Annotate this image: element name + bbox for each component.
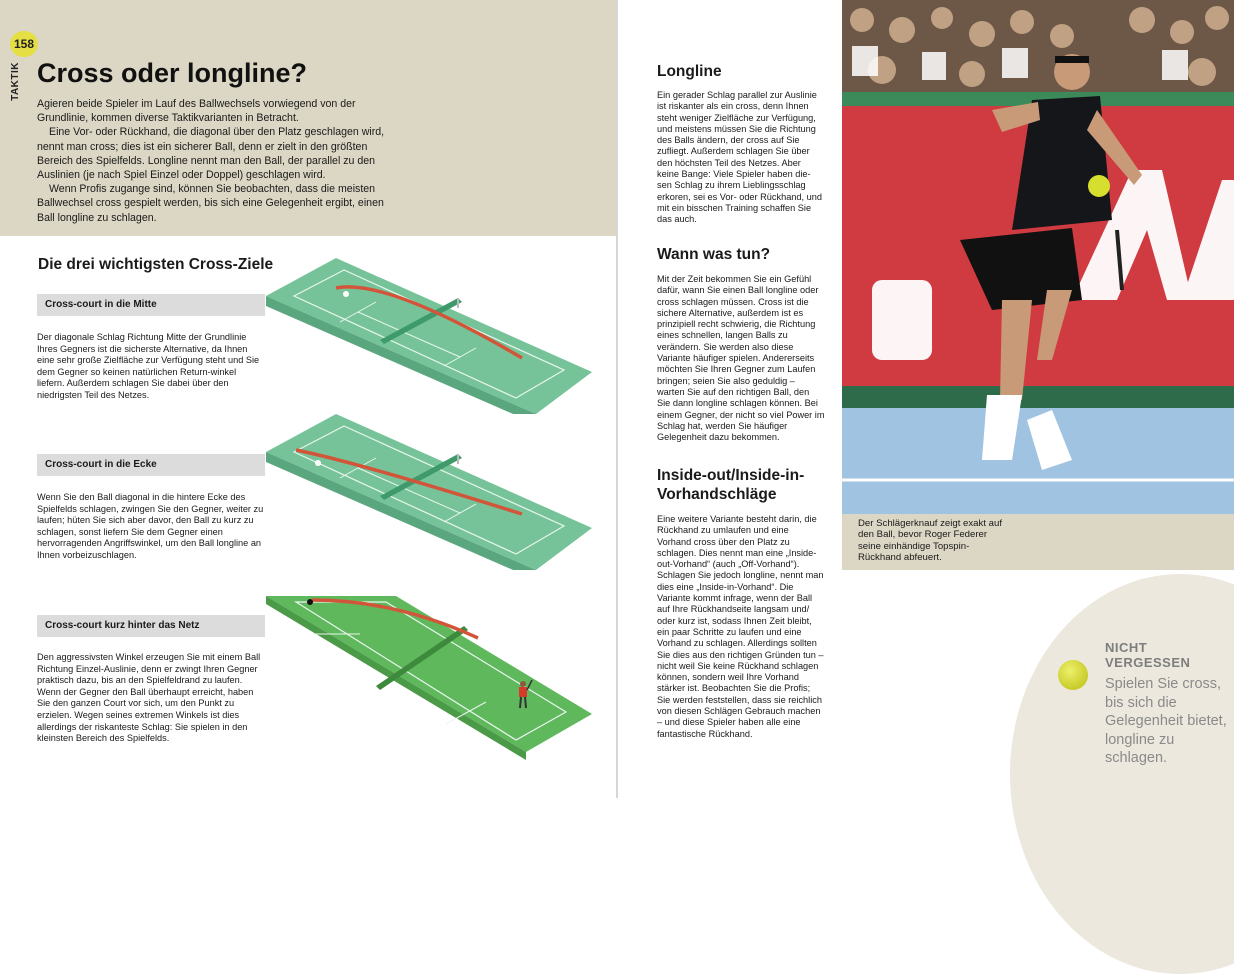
ball (315, 460, 321, 466)
cross-targets-heading: Die drei wichtigsten Cross-Ziele (38, 256, 274, 273)
target-label-middle: Cross-court in die Mitte (37, 294, 265, 316)
tennis-ball-icon (1058, 660, 1088, 690)
target-label-short: Cross-court kurz hinter das Netz (37, 615, 265, 637)
intro-paragraph: Wenn Profis zugange sind, können Sie beobachten, dass die meisten Ballwechsel cross gespielt werden, bis sich eine Gelegenheit ergibt, einen Ball longline zu schlagen. (37, 183, 384, 224)
longline-text: Ein gerader Schlag parallel zur Auslinie ist riskanter als ein cross, denn Ihnen steht weniger Zielfläche zur Verfügung, und meistens müssen Sie die Richtung des Balls ändern, der cross auf Sie zufliegt. Außerdem schlagen Sie über den höchsten Teil des Netzes. Aber keine Bange: Viele Spieler haben die-sen Schlag zu ihrem Lieblingsschlag erkoren, sei es Vor- oder Rückhand, und mit ein bisschen Training schaffen Sie das auch. (657, 90, 822, 225)
section-label: TAKTIK (10, 62, 21, 101)
intro-paragraph: Agieren beide Spieler im Lauf des Ballwechsels vorwiegend von der Grundlinie, kommen diverse Taktikvarianten in Betracht. (37, 98, 356, 125)
target-text-middle: Der diagonale Schlag Richtung Mitte der Grundlinie Ihres Gegners ist die sicherste Alternative, da Ihnen eine sehr große Zielfläche zur Verfügung steht und Sie dem Gegner so keinen natürlichen Return-winkel liefern. Außerdem schlagen Sie dabei über den niedrigsten Teil des Netzes. (37, 332, 260, 400)
inside-heading: Inside-out/Inside-in-Vorhandschläge (657, 467, 805, 503)
reminder-circle (1010, 574, 1234, 974)
reminder-text: Spielen Sie cross, bis sich die Gelegenheit bietet, longline zu schlagen. (1105, 676, 1227, 766)
inside-text: Eine weitere Variante besteht darin, die Rückhand zu umlaufen und eine Vorhand cross über den Platz zu schlagen. Dies nennt man eine „Inside-out-Vorhand“ (auch „Off-Vorhand“). Schlagen Sie jedoch longline, nennt man dies eine „Inside-in-Vorhand“. Die Variante kommt infrage, wenn der Ball auf Ihre Rückhandseite langsam und/ oder kurz ist, sodass Ihnen Zeit bleibt, ein paar Schritte zu laufen und eine Vorhand zu schlagen. Allerdings sollten Sie dies aus den richtigen Gründen tun – nicht weil Sie keine Rückhand schlagen können, sondern weil Ihre Vorhand stärker ist. Beobachten Sie die Profis; Sie werden feststellen, dass sie reichlich von diesen Schlägen Gebrauch machen – und diese Spieler haben alle eine fantastische Rückhand. (657, 514, 824, 739)
ball (343, 291, 349, 297)
target-label-corner: Cross-court in die Ecke (37, 454, 265, 476)
longline-heading: Longline (657, 63, 722, 80)
court-diagram-middle (266, 258, 592, 414)
photo-caption: Der Schlägerknauf zeigt exakt auf den Ball, bevor Roger Federer seine einhändige Topspin-Rückhand abfeuert. (858, 518, 1002, 564)
target-text-corner: Wenn Sie den Ball diagonal in die hintere Ecke des Spielfelds schlagen, zwingen Sie den Gegner, weiter zu laufen; hüten Sie sich aber davor, den Ball zu kurz zu schlagen, sonst liefern Sie dem Gegner einen hervorragenden Angriffswinkel, um den Ball longline an Ihnen vorbeizuschlagen. (37, 492, 264, 560)
wann-heading: Wann was tun? (657, 246, 771, 263)
wann-text: Mit der Zeit bekommen Sie ein Gefühl dafür, wann Sie einen Ball longline oder cross schlagen müssen. Cross ist die sichere Alternative, außerdem ist es prinzipiell recht schwierig, die Richtung eines schnellen, langen Balls zu verändern. Sie werden also diese Variante häufiger spielen. Andererseits möchten Sie Ihren Gegner zum Laufen bringen; seien Sie also geduldig – warten Sie auf den richtigen Ball, den Sie dann longline schlagen können. Bei einem Gegner, der nicht so viel Power im Schlag hat, werden Sie häufiger Gelegenheit dazu bekommen. (657, 274, 825, 443)
intro-text (37, 97, 397, 225)
court-diagram-short (266, 596, 592, 760)
tennis-ball (1088, 175, 1110, 197)
target-text-short: Den aggressivsten Winkel erzeugen Sie mit einem Ball Richtung Einzel-Auslinie, denn er zwingt Ihren Gegner praktisch dazu, bis an den Spielfeldrand zu laufen. Wenn der Gegner den Ball überhaupt erreicht, haben Sie den ganzen Court vor sich, um den Punkt zu erzielen. Wegen seines extremen Winkels ist dies allerdings der riskanteste Schlag: Sie spielen in den kleinsten Bereich des Spielfelds. (37, 652, 261, 744)
page-title: Cross oder longline? (37, 58, 308, 88)
court-surface (266, 258, 592, 414)
page-number-badge: 158 (10, 31, 38, 57)
federer-photo (842, 0, 1234, 514)
court-diagram-corner (266, 414, 592, 570)
intro-paragraph: Eine Vor- oder Rückhand, die diagonal über den Platz geschlagen wird, nennt man cross; dies ist ein sicherer Ball, denn er zielt in den größten Bereich des Spielfelds. Longline nennt man den Ball, der parallel zu den Auslinien (je nach Spiel Einzel oder Doppel) geschlagen wird. (37, 126, 385, 182)
page-divider (616, 0, 618, 798)
court-surface (266, 414, 592, 570)
reminder-title: NICHT VERGESSEN (1105, 640, 1191, 670)
ball (307, 599, 313, 605)
